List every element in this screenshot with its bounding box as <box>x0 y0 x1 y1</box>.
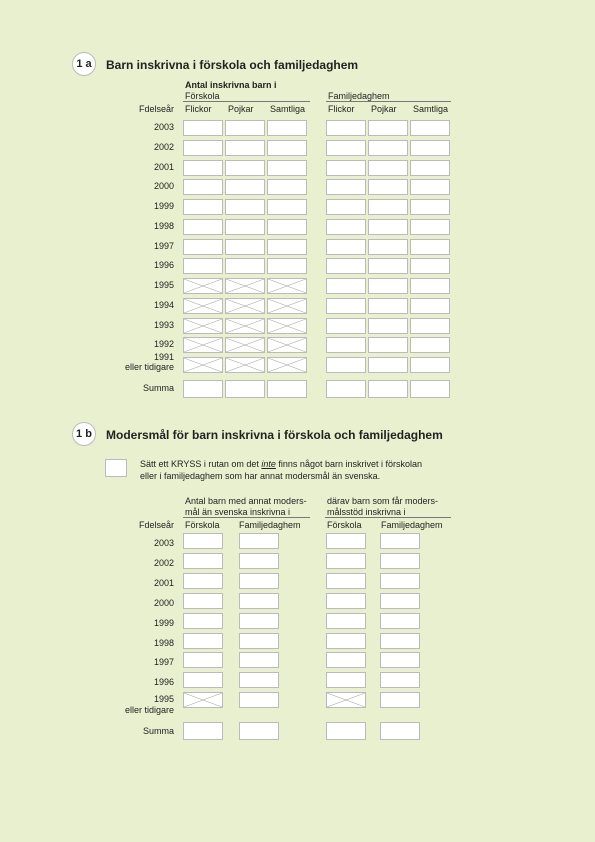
birth-year-label: 2000 <box>153 597 174 608</box>
input-cell[interactable] <box>239 672 279 688</box>
input-cell[interactable] <box>267 239 307 255</box>
input-cell[interactable] <box>368 120 408 136</box>
birth-year-label: 1993 <box>153 319 174 330</box>
input-cell[interactable] <box>225 120 265 136</box>
input-cell[interactable] <box>326 179 366 195</box>
disabled-cell <box>225 298 265 314</box>
input-cell[interactable] <box>225 239 265 255</box>
input-cell[interactable] <box>183 573 223 589</box>
input-cell[interactable] <box>225 199 265 215</box>
input-cell[interactable] <box>326 573 366 589</box>
summa-cell[interactable] <box>183 380 223 398</box>
crossed-out-mark <box>184 319 222 333</box>
input-cell[interactable] <box>368 199 408 215</box>
birth-year-label: 2001 <box>153 577 174 588</box>
input-cell[interactable] <box>380 692 420 708</box>
crossed-out-mark <box>184 693 222 707</box>
input-cell[interactable] <box>183 613 223 629</box>
input-cell[interactable] <box>225 160 265 176</box>
section-1b-title: Modersmål för barn inskrivna i förskola och familjedaghem <box>106 428 443 442</box>
summa-cell[interactable] <box>183 722 223 740</box>
section-1b-group1-line2: mål än svenska inskrivna i <box>185 507 291 517</box>
crossed-out-mark <box>327 693 365 707</box>
summa-cell[interactable] <box>239 722 279 740</box>
birth-year-label-suffix: eller tidigare <box>124 362 174 372</box>
input-cell[interactable] <box>239 533 279 549</box>
birth-year-label: 1991 <box>153 352 174 362</box>
birth-year-label: 2001 <box>153 161 174 172</box>
summa-label: Summa <box>142 383 174 393</box>
input-cell[interactable] <box>410 239 450 255</box>
section-1a-group-forskola: Förskola <box>185 91 220 101</box>
birth-year-label: 1998 <box>153 220 174 231</box>
birth-year-label: 2000 <box>153 181 174 192</box>
input-cell[interactable] <box>267 258 307 274</box>
input-cell[interactable] <box>380 672 420 688</box>
disabled-cell <box>267 278 307 294</box>
input-cell[interactable] <box>326 219 366 235</box>
input-cell[interactable] <box>267 120 307 136</box>
disabled-cell <box>225 357 265 373</box>
input-cell[interactable] <box>326 533 366 549</box>
input-cell[interactable] <box>183 633 223 649</box>
crossed-out-mark <box>268 279 306 293</box>
input-cell[interactable] <box>380 652 420 668</box>
input-cell[interactable] <box>326 298 366 314</box>
input-cell[interactable] <box>326 553 366 569</box>
birth-year-label: 1999 <box>153 201 174 211</box>
input-cell[interactable] <box>410 318 450 334</box>
input-cell[interactable] <box>368 239 408 255</box>
crossed-out-mark <box>184 358 222 372</box>
section-1a-group-heading: Antal inskrivna barn i <box>185 80 277 90</box>
birth-year-label: 1995 <box>153 280 174 290</box>
input-cell[interactable] <box>326 337 366 353</box>
input-cell[interactable] <box>326 120 366 136</box>
disabled-cell <box>183 692 223 708</box>
input-cell[interactable] <box>225 140 265 156</box>
no-other-language-checkbox[interactable] <box>105 459 127 477</box>
birth-year-label-suffix: eller tidigare <box>124 705 174 716</box>
disabled-cell <box>183 298 223 314</box>
birth-year-label: 1995 <box>153 694 174 705</box>
summa-cell[interactable] <box>225 380 265 398</box>
disabled-cell <box>267 298 307 314</box>
input-cell[interactable] <box>368 179 408 195</box>
section-1a-badge: 1 a <box>72 52 96 76</box>
input-cell[interactable] <box>368 298 408 314</box>
input-cell[interactable] <box>183 160 223 176</box>
crossed-out-mark <box>268 338 306 352</box>
input-cell[interactable] <box>183 179 223 195</box>
crossed-out-mark <box>226 319 264 333</box>
crossed-out-mark <box>268 358 306 372</box>
input-cell[interactable] <box>380 593 420 609</box>
input-cell[interactable] <box>368 337 408 353</box>
summa-cell[interactable] <box>380 722 420 740</box>
input-cell[interactable] <box>410 179 450 195</box>
input-cell[interactable] <box>380 533 420 549</box>
input-cell[interactable] <box>225 179 265 195</box>
input-cell[interactable] <box>368 140 408 156</box>
section-1b-badge: 1 b <box>72 422 96 446</box>
input-cell[interactable] <box>326 160 366 176</box>
input-cell[interactable] <box>239 633 279 649</box>
input-cell[interactable] <box>368 219 408 235</box>
summa-cell[interactable] <box>368 380 408 398</box>
birth-year-header: Fdelseår <box>138 104 174 114</box>
input-cell[interactable] <box>380 633 420 649</box>
input-cell[interactable] <box>410 258 450 274</box>
input-cell[interactable] <box>267 140 307 156</box>
input-cell[interactable] <box>368 160 408 176</box>
input-cell[interactable] <box>368 357 408 373</box>
section-1a-title: Barn inskrivna i förskola och familjedaghem <box>106 58 359 72</box>
input-cell[interactable] <box>326 199 366 215</box>
col-header: Pojkar <box>371 104 397 114</box>
section-1b-group2-line1: därav barn som får moders- <box>327 496 439 506</box>
input-cell[interactable] <box>183 553 223 569</box>
birth-year-label: 2002 <box>153 141 174 152</box>
section-1b-instruction-line2: eller i familjedaghem som har annat modersmål än svenska. <box>140 471 381 481</box>
birth-year-header: Fdelseår <box>138 520 174 530</box>
disabled-cell <box>183 318 223 334</box>
input-cell[interactable] <box>267 199 307 215</box>
input-cell[interactable] <box>239 692 279 708</box>
disabled-cell <box>225 337 265 353</box>
section-1b-instruction: Sätt ett KRYSS i rutan om det inte finns något barn inskrivet i förskolan <box>140 459 422 469</box>
input-cell[interactable] <box>239 553 279 569</box>
input-cell[interactable] <box>183 239 223 255</box>
crossed-out-mark <box>184 338 222 352</box>
input-cell[interactable] <box>410 120 450 136</box>
input-cell[interactable] <box>239 652 279 668</box>
input-cell[interactable] <box>326 672 366 688</box>
input-cell[interactable] <box>326 593 366 609</box>
input-cell[interactable] <box>326 278 366 294</box>
crossed-out-mark <box>226 338 264 352</box>
birth-year-label: 1996 <box>153 260 174 271</box>
input-cell[interactable] <box>326 633 366 649</box>
input-cell[interactable] <box>326 239 366 255</box>
col-header: Förskola <box>185 520 220 530</box>
input-cell[interactable] <box>326 652 366 668</box>
input-cell[interactable] <box>183 140 223 156</box>
disabled-cell <box>183 278 223 294</box>
input-cell[interactable] <box>410 337 450 353</box>
birth-year-label: 2003 <box>153 538 174 548</box>
crossed-out-mark <box>184 279 222 293</box>
disabled-cell <box>225 278 265 294</box>
input-cell[interactable] <box>183 652 223 668</box>
crossed-out-mark <box>268 299 306 313</box>
input-cell[interactable] <box>239 613 279 629</box>
input-cell[interactable] <box>326 318 366 334</box>
input-cell[interactable] <box>368 278 408 294</box>
birth-year-label: 1992 <box>153 339 174 350</box>
disabled-cell <box>183 337 223 353</box>
col-header: Flickor <box>185 104 212 114</box>
disabled-cell <box>225 318 265 334</box>
disabled-cell <box>267 318 307 334</box>
summa-cell[interactable] <box>410 380 450 398</box>
crossed-out-mark <box>226 358 264 372</box>
summa-cell[interactable] <box>267 380 307 398</box>
section-1b-group1-line1: Antal barn med annat moders- <box>185 496 307 506</box>
summa-cell[interactable] <box>326 722 366 740</box>
input-cell[interactable] <box>326 258 366 274</box>
crossed-out-mark <box>268 319 306 333</box>
col-header: Pojkar <box>228 104 254 114</box>
input-cell[interactable] <box>183 219 223 235</box>
input-cell[interactable] <box>225 258 265 274</box>
col-header: Samtliga <box>413 104 449 114</box>
col-header: Familjedaghem <box>239 520 301 530</box>
input-cell[interactable] <box>380 553 420 569</box>
input-cell[interactable] <box>380 573 420 589</box>
input-cell[interactable] <box>239 593 279 609</box>
input-cell[interactable] <box>368 258 408 274</box>
input-cell[interactable] <box>183 258 223 274</box>
crossed-out-mark <box>184 299 222 313</box>
birth-year-label: 1996 <box>153 677 174 688</box>
input-cell[interactable] <box>326 357 366 373</box>
input-cell[interactable] <box>410 140 450 156</box>
input-cell[interactable] <box>410 199 450 215</box>
input-cell[interactable] <box>326 613 366 629</box>
birth-year-label: 1997 <box>153 657 174 668</box>
col-header: Flickor <box>328 104 355 114</box>
section-1a-group-familjedaghem: Familjedaghem <box>328 91 390 101</box>
input-cell[interactable] <box>225 219 265 235</box>
disabled-cell <box>267 357 307 373</box>
crossed-out-mark <box>226 299 264 313</box>
birth-year-label: 1994 <box>153 299 174 310</box>
disabled-cell <box>267 337 307 353</box>
input-cell[interactable] <box>326 140 366 156</box>
input-cell[interactable] <box>410 160 450 176</box>
input-cell[interactable] <box>410 219 450 235</box>
input-cell[interactable] <box>183 120 223 136</box>
input-cell[interactable] <box>410 357 450 373</box>
input-cell[interactable] <box>380 613 420 629</box>
birth-year-label: 1997 <box>153 240 174 251</box>
input-cell[interactable] <box>368 318 408 334</box>
summa-label: Summa <box>142 726 174 736</box>
input-cell[interactable] <box>183 533 223 549</box>
disabled-cell <box>326 692 366 708</box>
input-cell[interactable] <box>183 199 223 215</box>
summa-cell[interactable] <box>326 380 366 398</box>
input-cell[interactable] <box>183 672 223 688</box>
input-cell[interactable] <box>410 298 450 314</box>
input-cell[interactable] <box>239 573 279 589</box>
input-cell[interactable] <box>267 179 307 195</box>
input-cell[interactable] <box>410 278 450 294</box>
col-header: Familjedaghem <box>381 520 443 530</box>
col-header: Samtliga <box>270 104 306 114</box>
section-1b-group2-line2: målsstöd inskrivna i <box>327 507 406 517</box>
col-header: Förskola <box>327 520 362 530</box>
crossed-out-mark <box>226 279 264 293</box>
input-cell[interactable] <box>267 160 307 176</box>
input-cell[interactable] <box>183 593 223 609</box>
birth-year-label: 1999 <box>153 617 174 628</box>
input-cell[interactable] <box>267 219 307 235</box>
birth-year-label: 1998 <box>153 637 174 648</box>
birth-year-label: 2003 <box>153 122 174 132</box>
birth-year-label: 2002 <box>153 557 174 568</box>
disabled-cell <box>183 357 223 373</box>
